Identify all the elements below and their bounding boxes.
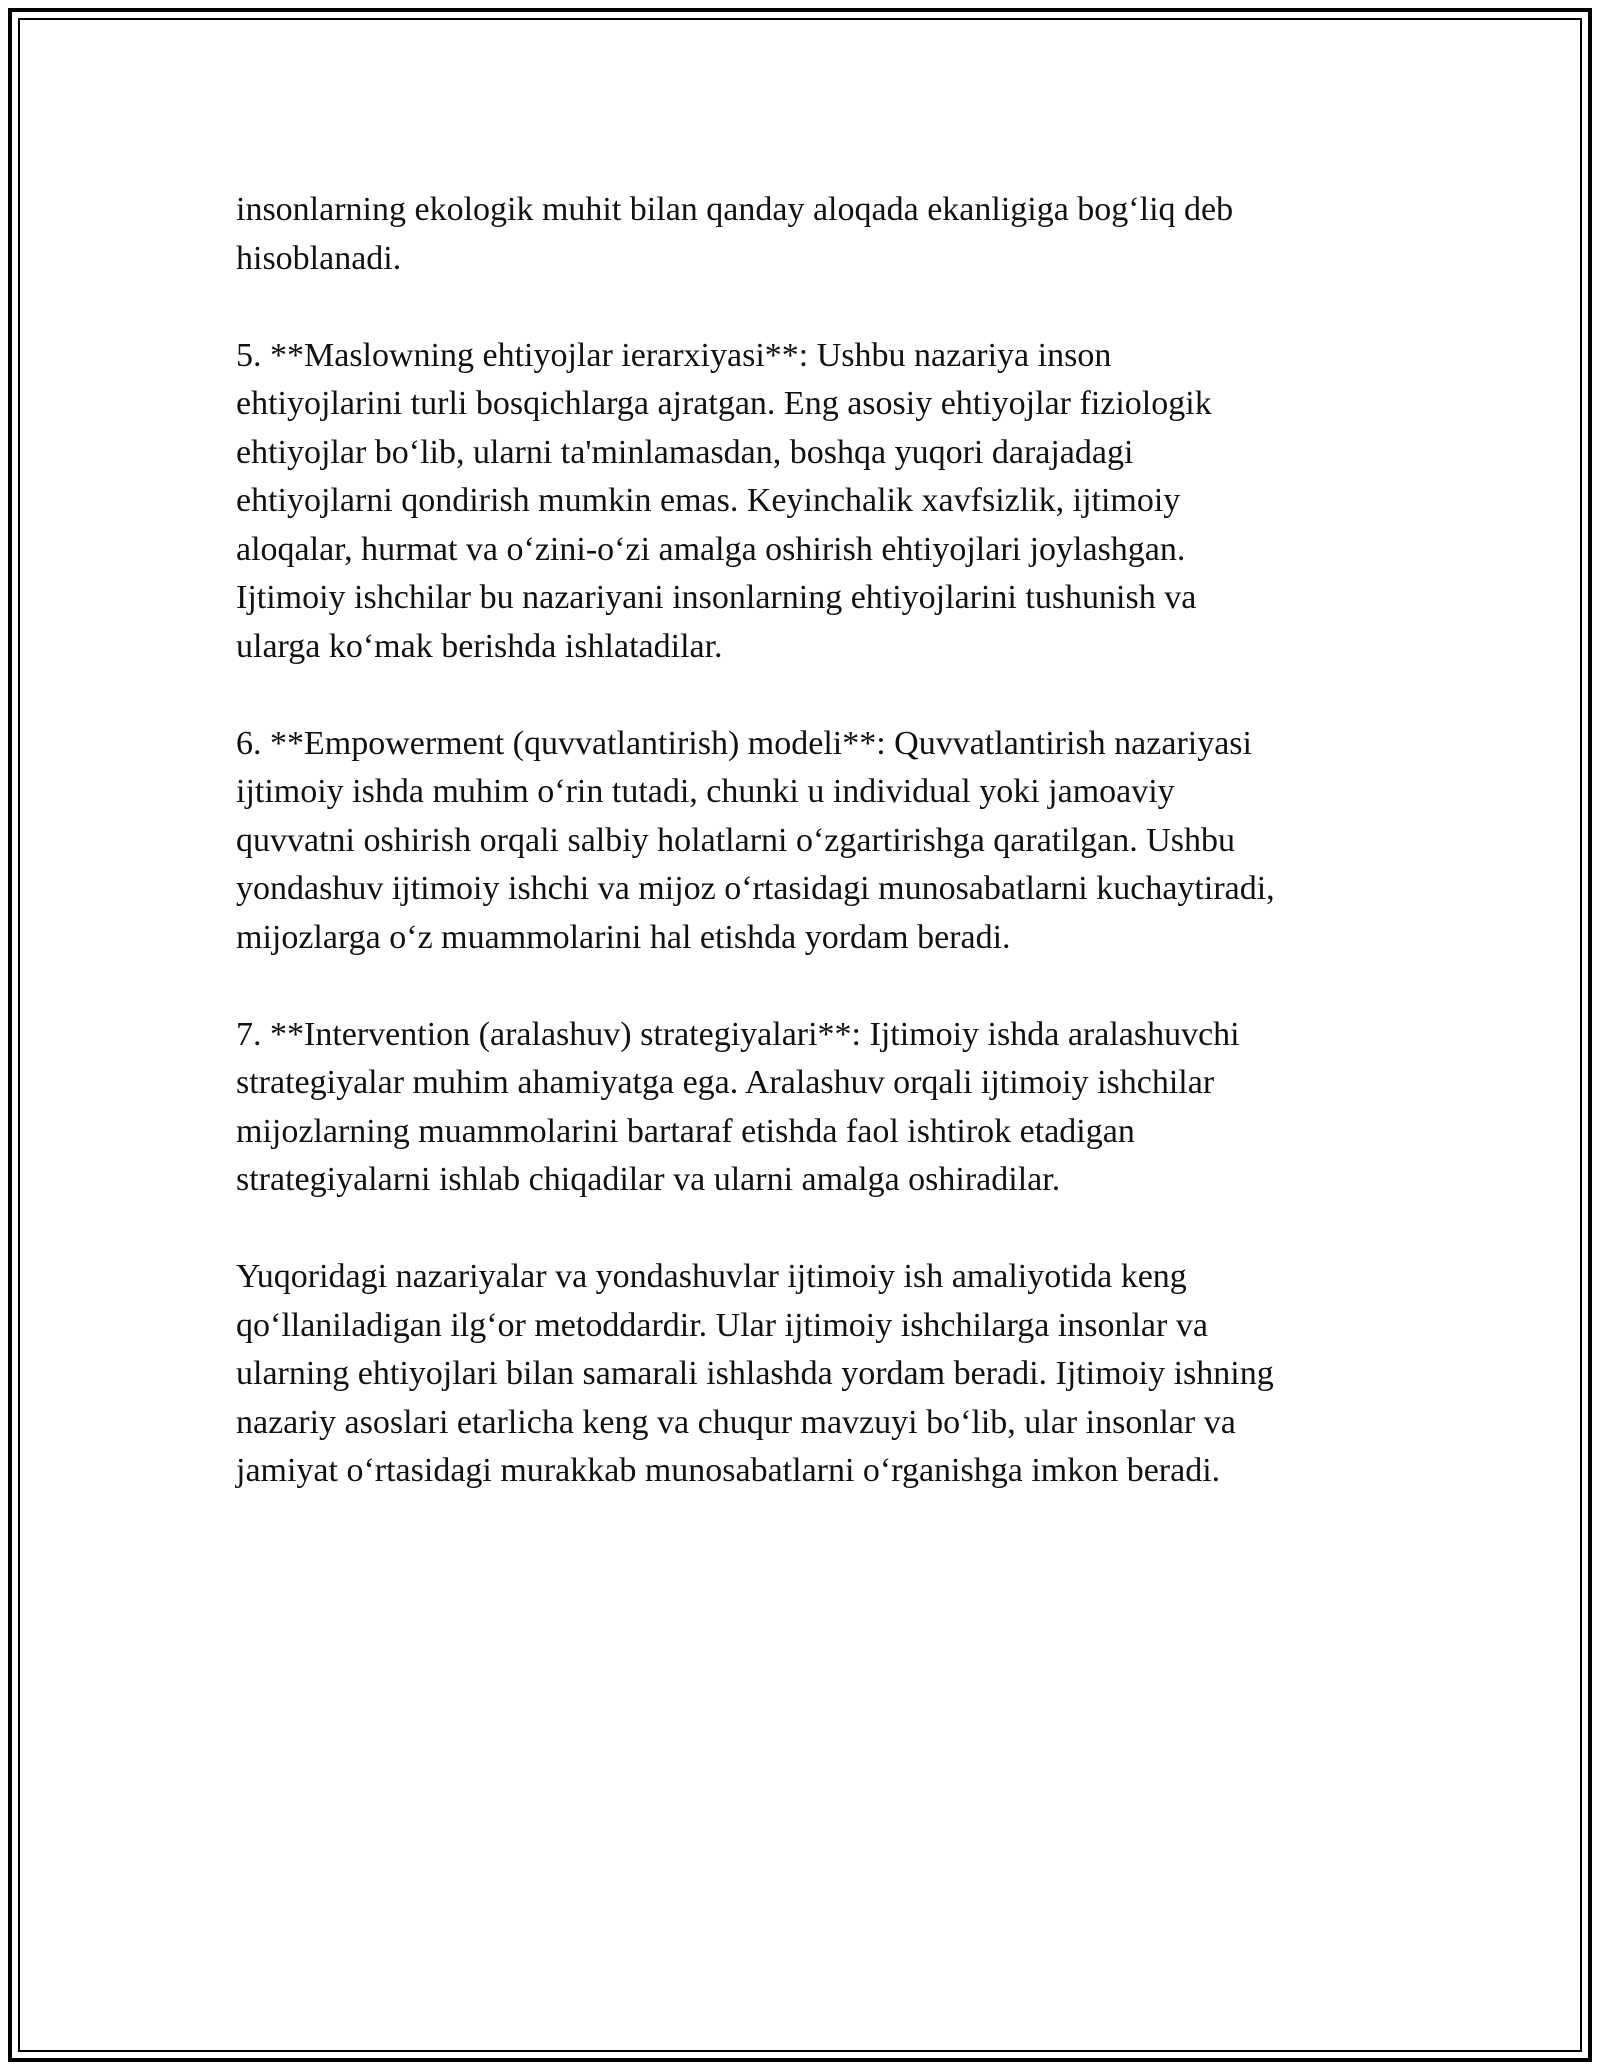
- text-line: 7. **Intervention (aralashuv) strategiyalari**: Ijtimoiy ishda aralashuvchi: [236, 1015, 1240, 1053]
- text-line: jamiyat o‘rtasidagi murakkab munosabatlarni o‘rganishga imkon beradi.: [236, 1452, 1221, 1489]
- text-line: 5. **Maslowning ehtiyojlar ierarxiyasi**: Ushbu nazariya inson: [236, 336, 1112, 374]
- document-body: [236, 186, 1366, 1544]
- text-line: yondashuv ijtimoiy ishchi va mijoz o‘rtasidagi munosabatlarni kuchaytiradi,: [236, 870, 1275, 907]
- text-line: ehtiyojlar bo‘lib, ularni ta'minlamasdan, boshqa yuqori darajadagi: [236, 433, 1134, 471]
- text-line: insonlarning ekologik muhit bilan qanday aloqada ekanligiga bog‘liq deb: [236, 191, 1234, 228]
- paragraph-continuation: [236, 186, 1366, 283]
- text-line: ularga ko‘mak berishda ishlatadilar.: [236, 627, 723, 665]
- text-line: hisoblanadi.: [236, 239, 402, 277]
- text-line: strategiyalar muhim ahamiyatga ega. Aralashuv orqali ijtimoiy ishchilar: [236, 1064, 1215, 1101]
- text-line: nazariy asoslari etarlicha keng va chuqur mavzuyi bo‘lib, ular insonlar va: [236, 1403, 1236, 1441]
- text-line: Yuqoridagi nazariyalar va yondashuvlar ijtimoiy ish amaliyotida keng: [236, 1258, 1187, 1295]
- text-line: ularning ehtiyojlari bilan samarali ishlashda yordam beradi. Ijtimoiy ishning: [236, 1355, 1274, 1392]
- paragraph-intervention: [236, 1011, 1366, 1205]
- text-line: aloqalar, hurmat va o‘zini-o‘zi amalga oshirish ehtiyojlari joylashgan.: [236, 530, 1186, 568]
- text-line: qo‘llaniladigan ilg‘or metoddardir. Ular ijtimoiy ishchilarga insonlar va: [236, 1306, 1208, 1344]
- text-line: 6. **Empowerment (quvvatlantirish) modeli**: Quvvatlantirish nazariyasi: [236, 724, 1252, 762]
- text-line: ehtiyojlarini turli bosqichlarga ajratgan. Eng asosiy ehtiyojlar fiziologik: [236, 385, 1212, 422]
- paragraph-empowerment: [236, 720, 1366, 963]
- paragraph-maslow: [236, 332, 1366, 672]
- text-line: mijozlarga o‘z muammolarini hal etishda yordam beradi.: [236, 918, 1011, 956]
- text-line: Ijtimoiy ishchilar bu nazariyani insonlarning ehtiyojlarini tushunish va: [236, 579, 1197, 616]
- text-line: ijtimoiy ishda muhim o‘rin tutadi, chunki u individual yoki jamoaviy: [236, 773, 1175, 810]
- text-line: strategiyalarni ishlab chiqadilar va ularni amalga oshiradilar.: [236, 1161, 1061, 1198]
- text-line: ehtiyojlarni qondirish mumkin emas. Keyinchalik xavfsizlik, ijtimoiy: [236, 482, 1181, 519]
- text-line: quvvatni oshirish orqali salbiy holatlarni o‘zgartirishga qaratilgan. Ushbu: [236, 821, 1235, 859]
- text-line: mijozlarning muammolarini bartaraf etishda faol ishtirok etadigan: [236, 1112, 1135, 1150]
- paragraph-conclusion: [236, 1253, 1366, 1496]
